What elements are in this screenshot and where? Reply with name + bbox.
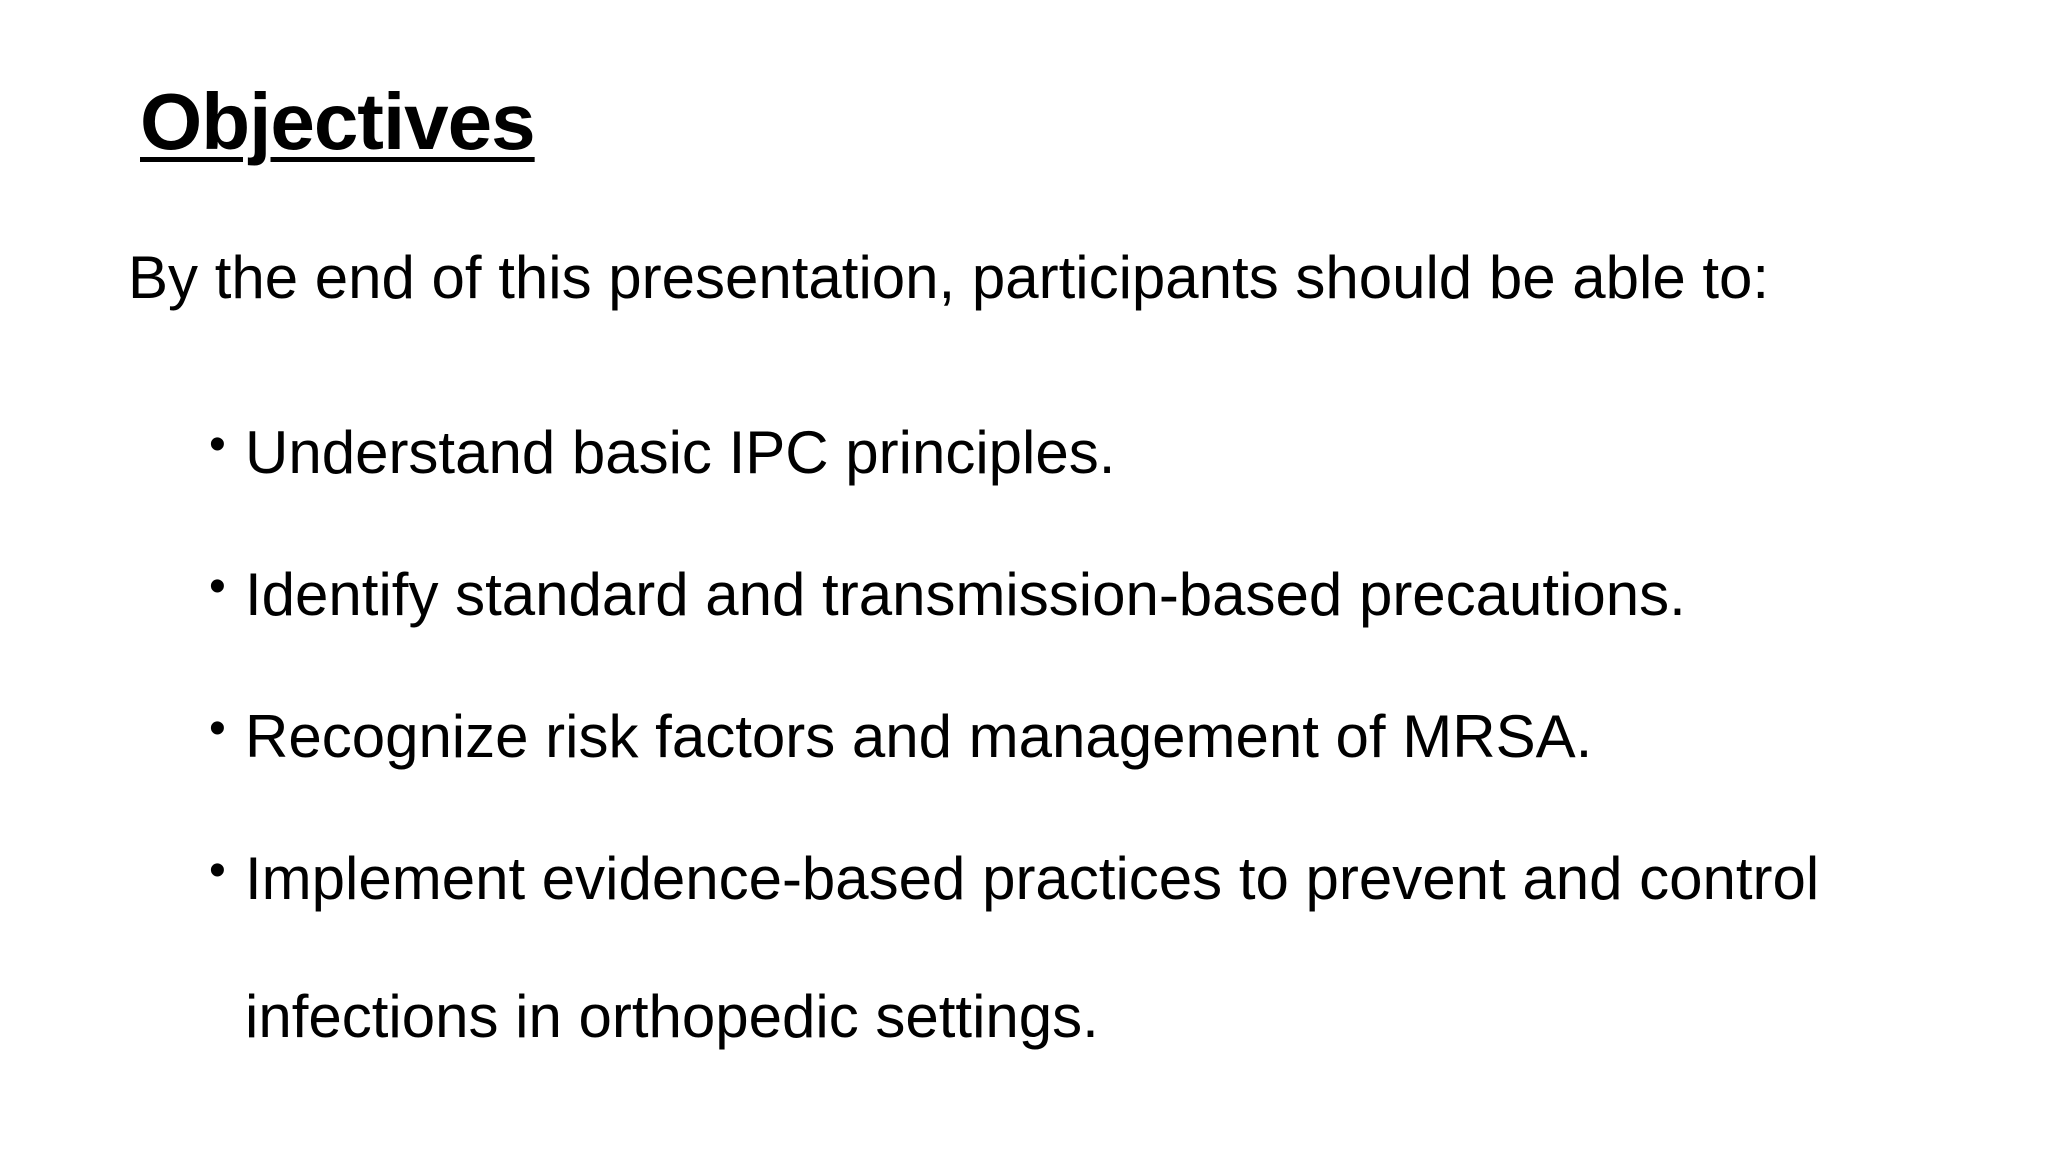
intro-text: By the end of this presentation, participants should be able to:: [128, 244, 1770, 311]
objective-item: [205, 668, 1965, 806]
bullet-icon: •: [209, 418, 226, 471]
slide-title: Objectives: [140, 77, 535, 166]
objective-text: Recognize risk factors and management of MRSA.: [245, 703, 1593, 770]
bullet-icon: •: [209, 560, 226, 613]
objective-item: [205, 384, 1965, 522]
bullet-icon: •: [209, 702, 226, 755]
objectives-list: [205, 384, 1965, 1086]
objective-text: Identify standard and transmission-based precautions.: [245, 561, 1686, 628]
objective-text: Understand basic IPC principles.: [245, 419, 1116, 486]
objective-item: [205, 526, 1965, 664]
objective-text: Implement evidence-based practices to prevent and control infections in orthopedic settings.: [245, 845, 1820, 1050]
objective-item: [205, 810, 1965, 1086]
bullet-icon: •: [209, 844, 226, 897]
